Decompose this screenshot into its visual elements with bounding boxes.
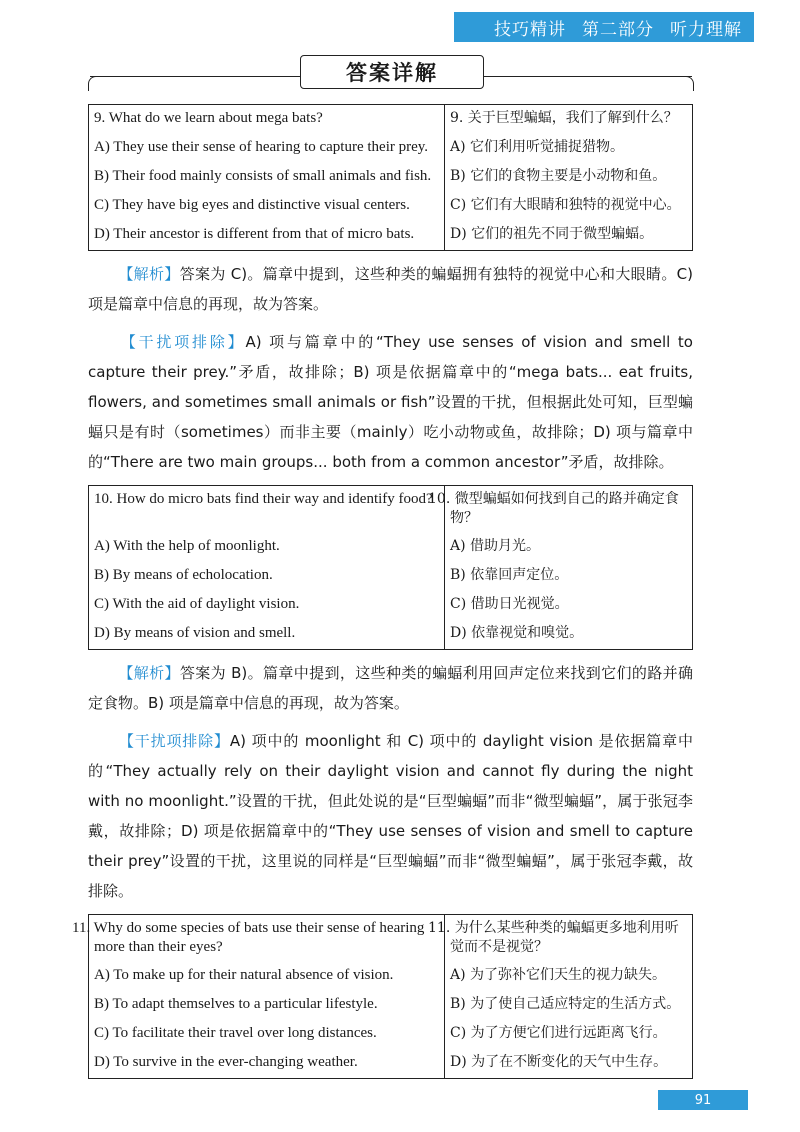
table-row xyxy=(89,562,693,591)
question-zh: 11. 为什么某些种类的蝙蝠更多地利用听觉而不是视觉？ xyxy=(428,920,679,955)
question-en: 10. How do micro bats find their way and identify food? xyxy=(89,486,445,534)
distractor-paragraph xyxy=(88,726,693,906)
section-header-bar xyxy=(454,12,754,42)
option-en: B) Their food mainly consists of small animals and fish. xyxy=(89,163,445,192)
analysis-paragraph xyxy=(88,259,693,319)
table-row xyxy=(89,591,693,620)
option-en: B) To adapt themselves to a particular lifestyle. xyxy=(89,991,445,1020)
question-zh: 10. 微型蝙蝠如何找到自己的路并确定食物？ xyxy=(428,491,679,526)
table-row xyxy=(89,486,693,534)
option-en: A) They use their sense of hearing to capture their prey. xyxy=(89,134,445,163)
table-row xyxy=(89,134,693,163)
question-en: 9. What do we learn about mega bats? xyxy=(89,105,445,135)
header-item-2: 第二部分 xyxy=(582,19,654,40)
option-en: D) Their ancestor is different from that of micro bats. xyxy=(89,221,445,251)
option-zh: D) 它们的祖先不同于微型蝙蝠。 xyxy=(450,226,654,242)
option-zh: D) 为了在不断变化的天气中生存。 xyxy=(450,1054,668,1070)
option-en: D) To survive in the ever-changing weather. xyxy=(89,1049,445,1079)
option-zh: A) 为了弥补它们天生的视力缺失。 xyxy=(450,967,667,983)
option-en: B) By means of echolocation. xyxy=(89,562,445,591)
analysis-tag: 【解析】 xyxy=(118,664,180,682)
table-row xyxy=(89,915,693,963)
option-zh: C) 借助日光视觉。 xyxy=(450,596,569,612)
analysis-tag: 【解析】 xyxy=(118,265,180,283)
option-zh: B) 为了使自己适应特定的生活方式。 xyxy=(450,996,681,1012)
distractor-paragraph xyxy=(88,327,693,477)
table-row xyxy=(89,533,693,562)
table-row xyxy=(89,1020,693,1049)
option-zh: A) 它们利用听觉捕捉猎物。 xyxy=(450,139,625,155)
analysis-text: 答案为 C)。篇章中提到，这些种类的蝙蝠拥有独特的视觉中心和大眼睛。C) 项是篇章中信息的再现，故为答案。 xyxy=(88,265,693,313)
question-en: 11. Why do some species of bats use their sense of hearing more than their eyes? xyxy=(89,915,445,963)
option-zh: B) 依靠回声定位。 xyxy=(450,567,569,583)
option-en: A) With the help of moonlight. xyxy=(89,533,445,562)
option-en: A) To make up for their natural absence of vision. xyxy=(89,962,445,991)
header-item-1: 技巧精讲 xyxy=(494,19,566,40)
option-zh: C) 为了方便它们进行远距离飞行。 xyxy=(450,1025,667,1041)
page-number: 91 xyxy=(658,1090,748,1110)
analysis-paragraph xyxy=(88,658,693,718)
table-row xyxy=(89,163,693,192)
option-zh: B) 它们的食物主要是小动物和鱼。 xyxy=(450,168,667,184)
table-row xyxy=(89,1049,693,1079)
option-zh: A) 借助月光。 xyxy=(450,538,541,554)
option-en: C) They have big eyes and distinctive visual centers. xyxy=(89,192,445,221)
header-item-3: 听力理解 xyxy=(670,19,742,40)
question-zh: 9. 关于巨型蝙蝠，我们了解到什么？ xyxy=(450,110,678,126)
question-10-table xyxy=(88,485,693,650)
distractor-text: A) 项与篇章中的“They use senses of vision and smell to capture their prey.”矛盾，故排除；B) 项是依据篇章中的“mega bats... eat fruits, flowers, and sometimes small animals or fish”设置的干扰，但根据此处可知，巨型蝙蝠只是有时（sometimes）而非主要（mainly）吃小动物或鱼，故排除；D) 项与篇章中的“There are two main groups... both from a common ancestor”矛盾，故排除。 xyxy=(88,333,693,471)
table-row xyxy=(89,962,693,991)
question-11-table xyxy=(72,914,693,1079)
question-9-table xyxy=(88,104,693,251)
option-zh: C) 它们有大眼睛和独特的视觉中心。 xyxy=(450,197,681,213)
table-row xyxy=(89,192,693,221)
distractor-tag: 【干扰项排除】 xyxy=(118,732,230,750)
table-row xyxy=(89,620,693,650)
analysis-text: 答案为 B)。篇章中提到，这些种类的蝙蝠利用回声定位来找到它们的路并确定食物。B) 项是篇章中信息的再现，故为答案。 xyxy=(88,664,693,712)
option-zh: D) 依靠视觉和嗅觉。 xyxy=(450,625,584,641)
option-en: C) With the aid of daylight vision. xyxy=(89,591,445,620)
distractor-tag: 【干扰项排除】 xyxy=(118,333,246,351)
table-row xyxy=(89,991,693,1020)
section-title: 答案详解 xyxy=(300,55,484,89)
option-en: C) To facilitate their travel over long distances. xyxy=(89,1020,445,1049)
page-content xyxy=(72,104,693,1079)
distractor-text: A) 项中的 moonlight 和 C) 项中的 daylight vision 是依据篇章中的“They actually rely on their daylight vision and cannot fly during the night with no moonlight.”设置的干扰，但此处说的是“巨型蝙蝠”而非“微型蝙蝠”，属于张冠李戴，故排除；D) 项是依据篇章中的“They use senses of vision and smell to capture their prey”设置的干扰，这里说的同样是“巨型蝙蝠”而非“微型蝙蝠”，属于张冠李戴，故排除。 xyxy=(88,732,693,900)
table-row xyxy=(89,105,693,135)
option-en: D) By means of vision and smell. xyxy=(89,620,445,650)
table-row xyxy=(89,221,693,251)
